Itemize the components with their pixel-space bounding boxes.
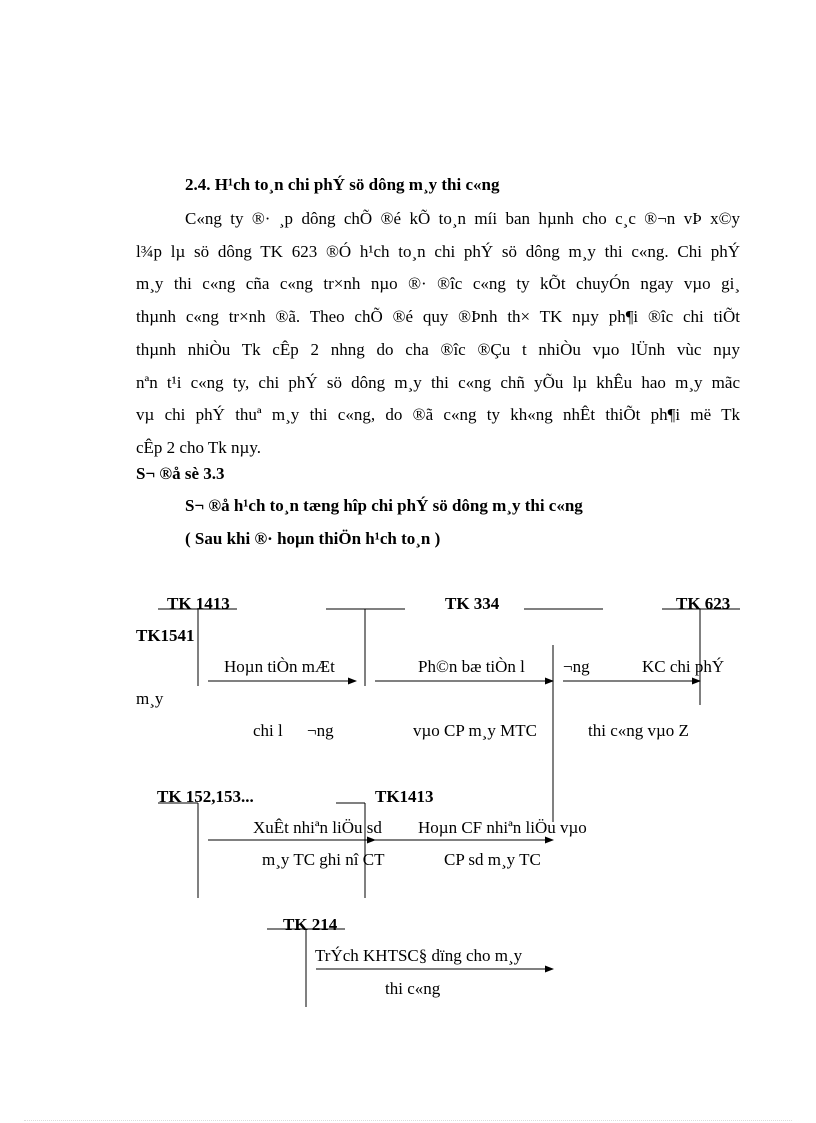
paragraph-line: nªn t¹i c«ng ty, chi phÝ sö dông m¸y thi c«ng chñ yÕu lµ khÊu hao m¸y mãc: [136, 372, 740, 392]
account-tk214: TK 214: [283, 915, 338, 934]
paragraph-line: C«ng ty ®· ¸p dông chÕ ®é kÕ to¸n míi ban hµnh cho c¸c ®¬n vÞ x©y: [185, 209, 740, 228]
paragraph-line: thµnh c«ng tr×nh ®ã. Theo chÕ ®é quy ®Þnh th× TK nµy ph¶i ®îc chi tiÕt: [136, 307, 740, 327]
paragraph-line: m¸y thi c«ng cña c«ng tr×nh nµo ®· ®îc c«ng ty kÕt chuyÓn ngay vµo gi¸: [136, 274, 740, 294]
label-thi-cong-vao-z: thi c«ng vµo Z: [588, 721, 689, 740]
account-tk152-153: TK 152,153...: [157, 787, 254, 806]
paragraph-line: thµnh nhiÒu Tk cÊp 2 nhng do cha ®îc ®Çu t nhiÒu vµo lÜnh vùc nµy: [136, 339, 740, 359]
label-ng2: ¬ng: [307, 721, 334, 740]
label-xuat-nhien-lieu-sd: XuÊt nhiªn liÖu sd: [253, 818, 382, 837]
label-kc-chi-phi: KC chi phÝ: [642, 657, 725, 676]
paragraph-line: vµ chi phÝ thuª m¸y thi c«ng, do ®ã c«ng ty kh«ng nhÊt thiÕt ph¶i më Tk: [136, 405, 740, 425]
paragraph-line: cÊp 2 cho Tk nµy.: [136, 437, 261, 457]
account-tk1413-top: TK 1413: [167, 594, 230, 613]
label-ng: ¬ng: [563, 657, 590, 676]
account-tk623: TK 623: [676, 594, 731, 613]
section-heading: 2.4. H¹ch to¸n chi phÝ sö dông m¸y thi c«ng: [185, 175, 500, 194]
account-tk334: TK 334: [445, 594, 500, 613]
label-hoan-tien-mat: Hoµn tiÒn mÆt: [224, 657, 335, 676]
label-cp-sd-may-tc: CP sd m¸y TC: [444, 850, 541, 869]
label-thi-cong: thi c«ng: [385, 979, 441, 998]
paragraph-line: l¾p lµ sö dông TK 623 ®Ó h¹ch to¸n chi phÝ sö dông m¸y thi c«ng. Chi phÝ: [136, 241, 740, 261]
diagram-title: S¬ ®å h¹ch to¸n tæng hîp chi phÝ sö dông m¸y thi c«ng: [185, 496, 583, 515]
label-may-tc-ghi-no-ct: m¸y TC ghi nî CT: [262, 850, 385, 869]
diagram-number: S¬ ®å sè 3.3: [136, 464, 225, 483]
account-tk1413-mid: TK1413: [375, 787, 434, 806]
diagram-subtitle: ( Sau khi ®· hoµn thiÖn h¹ch to¸n ): [185, 529, 441, 548]
label-may: m¸y: [136, 689, 164, 708]
label-hoan-cf-nhien-lieu-vao: Hoµn CF nhiªn liÖu vµo: [418, 818, 587, 837]
label-phan-bo-tien-l: Ph©n bæ tiÒn l: [418, 657, 525, 676]
label-chi-l: chi l: [253, 721, 283, 740]
account-tk1541: TK1541: [136, 626, 195, 645]
page-bottom-border: [24, 1120, 792, 1121]
label-vao-cp-may-mtc: vµo CP m¸y MTC: [413, 721, 537, 740]
label-trich-khtscd: TrÝch KHTSC§ dïng cho m¸y: [315, 946, 523, 965]
